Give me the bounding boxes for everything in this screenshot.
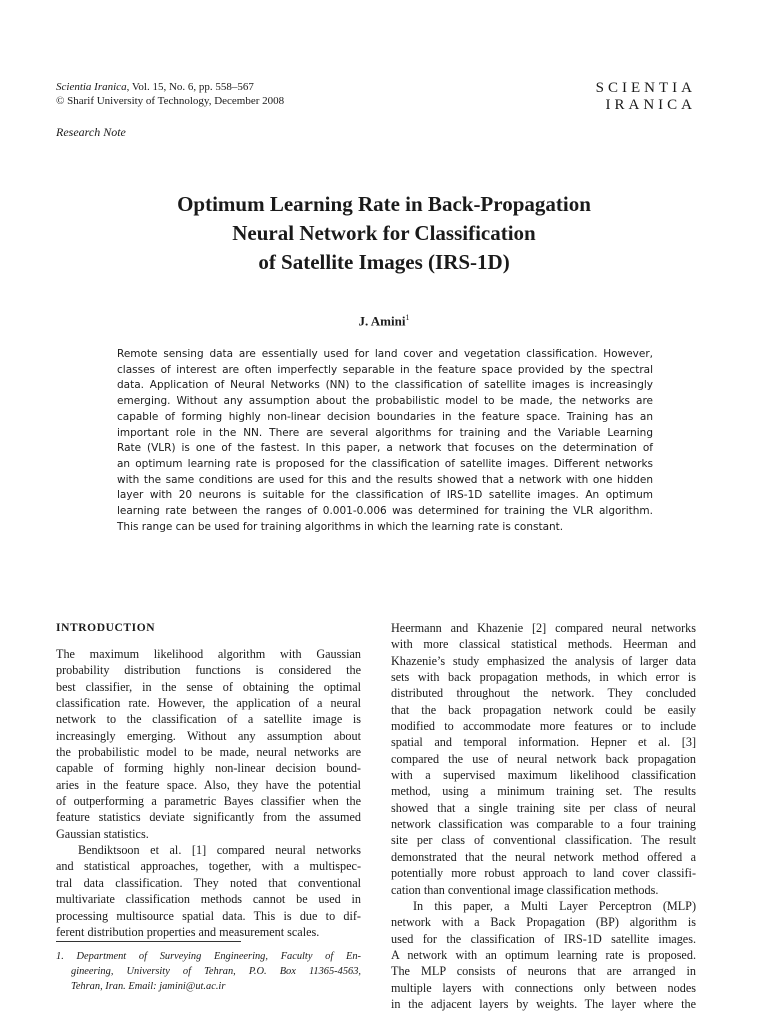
abstract-line: capable of forming highly non-linear decision boundaries in the feature space. Training has an — [117, 410, 653, 423]
text-line: aries in the feature space. Also, they have the potential — [56, 777, 361, 792]
text-line: Khazenie’s study emphasized the analysis of larger data — [391, 653, 696, 668]
text-line: demonstrated that the neural network method offered a — [391, 849, 696, 864]
text-line: compared the use of neural network back propagation — [391, 751, 696, 766]
text-line: Heermann and Khazenie [2] compared neural networks — [391, 621, 696, 635]
text-line: spatial and temporal information. Hepner et al. [3] — [391, 735, 696, 750]
text-line: feature statistics deviate significantly from the assumed — [56, 810, 361, 825]
abstract — [117, 347, 653, 535]
left-column — [56, 620, 361, 940]
text-line: ferent distribution properties and measurement scales. — [56, 924, 320, 939]
copyright-line: © Sharif University of Technology, December 2008 — [56, 95, 285, 107]
left-column-text — [56, 646, 361, 940]
text-line: used for the classification of IRS-1D satellite images. — [391, 931, 696, 946]
abstract-line: emerging. Without any assumption about the probabilistic model to be made, the networks are — [117, 395, 653, 408]
journal-name: Scientia Iranica — [56, 81, 127, 93]
title-line-3: of Satellite Images (IRS-1D) — [258, 250, 510, 274]
text-line: potentially more robust approach to land cover classifi- — [391, 866, 696, 881]
journal-volume: , Vol. 15, No. 6, pp. 558–567 — [126, 81, 254, 93]
text-line: best classifier, in the sense of obtaining the optimal — [56, 679, 361, 694]
text-line: capable of forming highly non-linear decision bound- — [56, 761, 361, 776]
abstract-line: an optimum learning rate is proposed for the classification of satellite images. Different networks — [117, 457, 653, 470]
text-line: Gaussian statistics. — [56, 826, 149, 841]
right-column — [391, 620, 696, 1012]
footnote — [56, 949, 361, 994]
footnote-line: 1. Department of Surveying Engineering, Faculty of En- — [56, 951, 361, 962]
text-line: multiple layers with connections only between nodes — [391, 980, 696, 995]
journal-line — [56, 80, 284, 94]
text-line: network classification was comparable to a four training — [391, 817, 696, 832]
text-line: in the adjacent layers by weights. The layer where the — [391, 996, 696, 1011]
article-type: Research Note — [56, 125, 126, 139]
text-line: sets with back propagation methods, in which error is — [391, 670, 696, 685]
abstract-line: layer with 20 neurons is suitable for the classification of IRS-1D satellite images. An optimum — [117, 489, 653, 502]
text-line: probability distribution functions is considered the — [56, 663, 361, 678]
text-line: classification rate. However, the application of a neural — [56, 696, 361, 711]
text-line: The maximum likelihood algorithm with Gaussian — [56, 647, 361, 661]
abstract-line: Rate (VLR) is one of the fastest. In this paper, a network that focuses on the determination of — [117, 442, 653, 455]
text-line: network to the classification of a satellite image is — [56, 712, 361, 727]
footnote-line: Tehran, Iran. Email: jamini@ut.ac.ir — [71, 981, 226, 992]
text-line: network with a Back Propagation (BP) algorithm is — [391, 915, 696, 930]
journal-citation — [56, 80, 284, 108]
abstract-line: This range can be used for training algorithms in which the learning rate is constant. — [117, 520, 564, 533]
abstract-line: important role in the NN. There are several algorithms for training and the Variable Learning — [117, 426, 653, 439]
text-line: cation than conventional image classification methods. — [391, 882, 659, 897]
text-line: with a supervised maximum likelihood classification — [391, 768, 696, 783]
abstract-line: classes of interest are often imperfectly separable in the feature space provided by the spectral — [117, 363, 653, 376]
text-line: Bendiktsoon et al. [1] compared neural networks — [78, 843, 361, 858]
paper-title — [0, 190, 768, 277]
abstract-line: with the same conditions are used for this and the results showed that a network with one hidden — [117, 473, 653, 486]
text-line: of outperforming a parametric Bayes classifier when the — [56, 794, 361, 809]
text-line: modified to accommodate more features or to include — [391, 719, 696, 734]
text-line: The MLP consists of neurons that are arranged in — [391, 964, 696, 979]
affiliation-mark: 1 — [405, 313, 410, 322]
author-name: J. Amini — [358, 313, 406, 329]
text-line: distributed throughout the network. They concluded — [391, 686, 696, 701]
text-line: In this paper, a Multi Layer Perceptron (MLP) — [413, 898, 696, 913]
text-line: tral data classification. They noted that conventional — [56, 875, 361, 890]
text-line: multivariate classification methods cannot be used in — [56, 892, 361, 907]
abstract-line: data. Application of Neural Networks (NN) to the classification of satellite images is increasingly — [117, 379, 653, 392]
masthead-line-2: IRANICA — [605, 97, 696, 113]
section-heading-introduction: INTRODUCTION — [56, 622, 156, 634]
right-column-text — [391, 620, 696, 1012]
text-line: the probabilistic model to be made, neural networks are — [56, 745, 361, 760]
text-line: A network with an optimum learning rate is proposed. — [391, 947, 696, 962]
text-line: site per class of conventional classification. The result — [391, 833, 696, 848]
title-line-1: Optimum Learning Rate in Back-Propagation — [177, 192, 591, 216]
text-line: and statistical approaches, together, with a multispec- — [56, 859, 361, 874]
footnote-divider — [56, 941, 241, 942]
title-line-2: Neural Network for Classification — [232, 221, 536, 245]
footnote-line: gineering, University of Tehran, P.O. Box 11365-4563, — [71, 966, 361, 977]
text-line: with more classical statistical methods. Heerman and — [391, 637, 696, 652]
journal-masthead — [596, 80, 696, 114]
text-line: processing multisource spatial data. This is due to dif- — [56, 908, 361, 923]
text-line: method, using a minimum training set. The results — [391, 784, 696, 799]
text-line: showed that a single training site per class of neural — [391, 800, 696, 815]
author — [0, 313, 768, 329]
abstract-line: learning rate between the ranges of 0.001-0.006 was determined for training the VLR algorithm. — [117, 505, 653, 518]
abstract-line: Remote sensing data are essentially used for land cover and vegetation classification. However, — [117, 348, 653, 360]
text-line: that the back propagation network could be easily — [391, 702, 696, 717]
masthead-line-1: SCIENTIA — [595, 80, 696, 96]
text-line: increasingly emerging. Without any assumption about — [56, 728, 361, 743]
